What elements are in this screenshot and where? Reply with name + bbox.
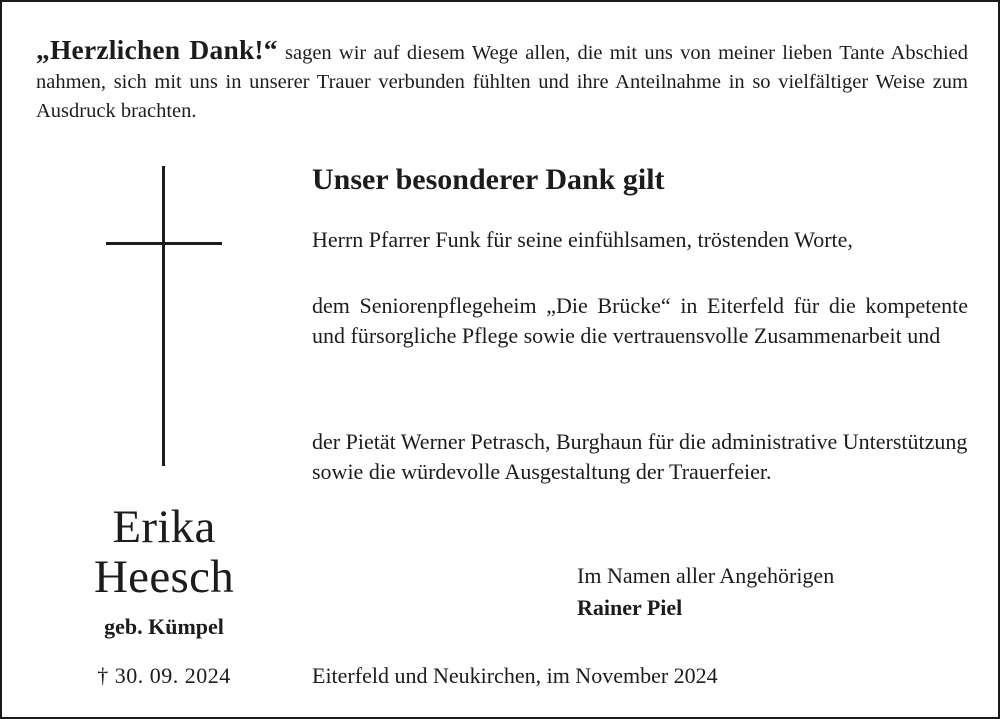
signoff-line: Im Namen aller Angehörigen [577, 563, 835, 588]
thanks-heading: Unser besonderer Dank gilt [312, 163, 665, 196]
thanks-paragraph-funeral-home: der Pietät Werner Petrasch, Burghaun für die administrative Unterstützung sowie die würdevolle Ausgestaltung der Trauerfeier. [312, 429, 968, 484]
signer-name: Rainer Piel [577, 595, 683, 620]
death-date: † 30. 09. 2024 [97, 663, 231, 688]
thanks-paragraph-pastor: Herrn Pfarrer Funk für seine einfühlsamen, tröstenden Worte, [312, 227, 853, 252]
intro-lead: „Herzlichen Dank!“ [36, 34, 278, 65]
place-and-date: Eiterfeld und Neukirchen, im November 2024 [312, 663, 718, 688]
last-name: Heesch [93, 551, 235, 603]
signoff [577, 560, 834, 624]
birth-name: geb. Kümpel [104, 614, 224, 639]
intro-paragraph [36, 35, 968, 126]
cross-icon-vertical [162, 166, 165, 466]
cross-icon-horizontal [106, 242, 222, 245]
thanks-paragraph-care-home: dem Seniorenpflegeheim „Die Brücke“ in Eiterfeld für die kompetente und fürsorgliche Pflege sowie die vertrauensvolle Zusammenarbeit und [312, 293, 968, 348]
first-name: Erika [112, 501, 216, 553]
deceased-name [42, 502, 286, 602]
intro-text: sagen wir auf diesem Wege allen, die mit uns von meiner lieben Tante Abschied nahmen, sich mit uns in unserer Trauer verbunden fühlten und ihre Anteilnahme in so vielfältiger Weise zum Ausdruck brachten. [36, 42, 968, 122]
